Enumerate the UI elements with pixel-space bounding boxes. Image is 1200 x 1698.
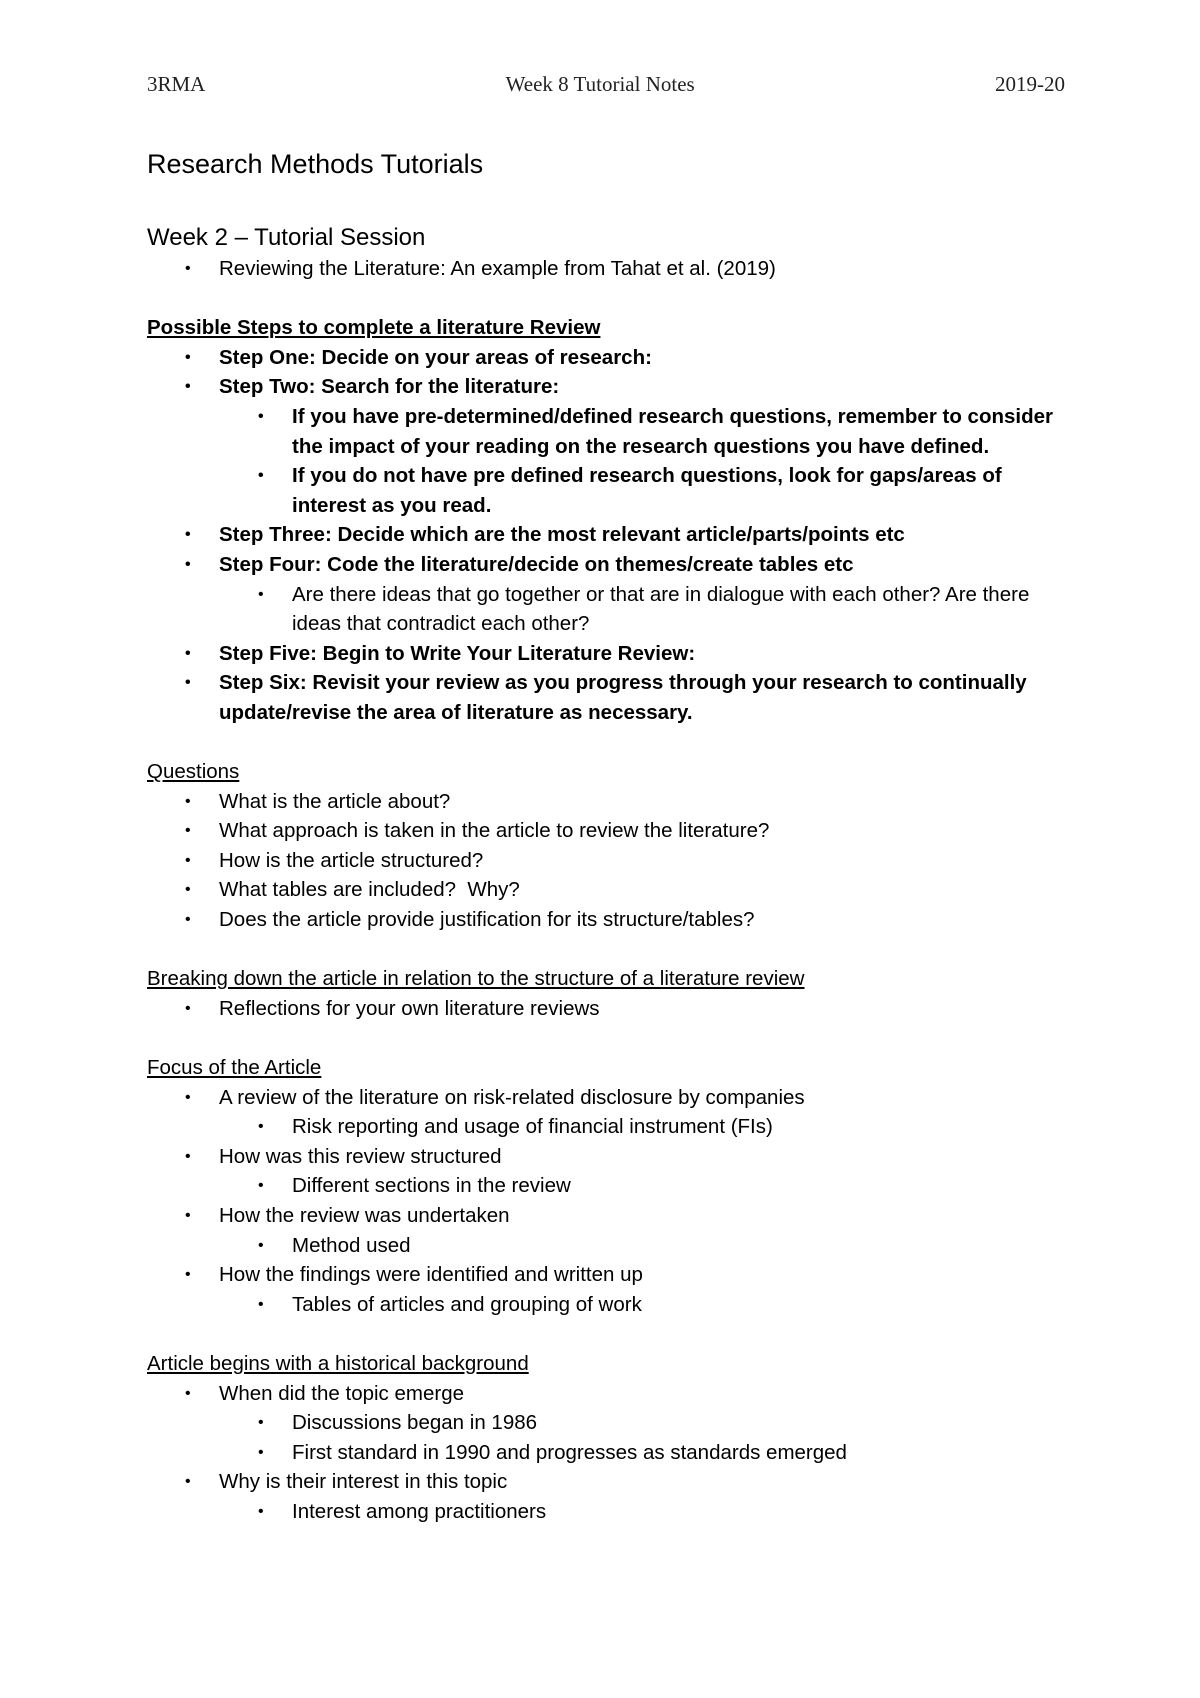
- bullet-icon: •: [185, 644, 191, 662]
- history-list: [147, 1379, 1067, 1527]
- sub-list-item: • Are there ideas that go together or that are in dialogue with each other? Are there ideas that contradict each other?: [147, 580, 1067, 639]
- bullet-icon: •: [258, 1502, 264, 1520]
- section-heading-steps: Possible Steps to complete a literature Review: [147, 316, 601, 340]
- section-heading-breaking-down: Breaking down the article in relation to the structure of a literature review: [147, 967, 805, 991]
- list-item: • What is the article about?: [147, 787, 1067, 817]
- week-heading: Week 2 – Tutorial Session: [147, 224, 426, 251]
- sub-list-item: • Risk reporting and usage of financial instrument (FIs): [147, 1112, 1067, 1142]
- list-item: • Step Five: Begin to Write Your Literature Review:: [147, 639, 1067, 669]
- sub-list-item: • Tables of articles and grouping of work: [147, 1290, 1067, 1320]
- bullet-icon: •: [185, 526, 191, 544]
- list-item: • Why is their interest in this topic: [147, 1467, 1067, 1497]
- bullet-icon: •: [185, 1473, 191, 1491]
- bullet-icon: •: [185, 674, 191, 692]
- list-item: • How the findings were identified and written up: [147, 1260, 1067, 1290]
- list-item: • How the review was undertaken: [147, 1201, 1067, 1231]
- bullet-icon: •: [185, 1266, 191, 1284]
- list-item: • Step Two: Search for the literature:: [147, 372, 1067, 402]
- list-item: • How is the article structured?: [147, 846, 1067, 876]
- bullet-icon: •: [258, 1177, 264, 1195]
- list-item: • Step Three: Decide which are the most relevant article/parts/points etc: [147, 520, 1067, 550]
- list-item: • Reflections for your own literature reviews: [147, 994, 1067, 1024]
- list-item: • Reviewing the Literature: An example from Tahat et al. (2019): [147, 254, 1067, 284]
- list-item: • How was this review structured: [147, 1142, 1067, 1172]
- list-item: • What tables are included? Why?: [147, 875, 1067, 905]
- document-body: [147, 146, 1067, 1527]
- section-heading-history: Article begins with a historical background: [147, 1351, 529, 1375]
- section-heading-questions: Questions: [147, 760, 240, 784]
- bullet-icon: •: [258, 1443, 264, 1461]
- bullet-icon: •: [258, 1295, 264, 1313]
- steps-list: [147, 343, 1067, 728]
- questions-list: [147, 787, 1067, 935]
- bullet-icon: •: [258, 407, 264, 425]
- sub-list-item: • If you do not have pre defined research questions, look for gaps/areas of interest as you read.: [147, 461, 1067, 520]
- list-item: • A review of the literature on risk-related disclosure by companies: [147, 1083, 1067, 1113]
- list-item: • Step One: Decide on your areas of research:: [147, 343, 1067, 373]
- bullet-icon: •: [185, 822, 191, 840]
- bullet-icon: •: [185, 348, 191, 366]
- sub-list-item: • Discussions began in 1986: [147, 1408, 1067, 1438]
- bullet-icon: •: [185, 1384, 191, 1402]
- bullet-icon: •: [185, 260, 191, 277]
- list-item: • When did the topic emerge: [147, 1379, 1067, 1409]
- sub-list-item: • Different sections in the review: [147, 1171, 1067, 1201]
- list-item: • Does the article provide justification for its structure/tables?: [147, 905, 1067, 935]
- page-header: [147, 72, 1065, 97]
- bullet-icon: •: [185, 792, 191, 810]
- bullet-icon: •: [185, 1207, 191, 1224]
- bullet-icon: •: [185, 378, 191, 396]
- breaking-list: [147, 994, 1067, 1024]
- sub-list-item: • First standard in 1990 and progresses as standards emerged: [147, 1438, 1067, 1468]
- sub-list-item: • Interest among practitioners: [147, 1497, 1067, 1527]
- header-course-code: 3RMA: [147, 72, 206, 96]
- list-item: • What approach is taken in the article to review the literature?: [147, 816, 1067, 846]
- bullet-icon: •: [258, 1236, 264, 1254]
- bullet-icon: •: [185, 999, 191, 1017]
- focus-list: [147, 1083, 1067, 1320]
- bullet-icon: •: [185, 555, 191, 573]
- header-year: 2019-20: [994, 72, 1065, 96]
- bullet-icon: •: [258, 585, 264, 603]
- section-heading-focus: Focus of the Article: [147, 1056, 322, 1080]
- bullet-icon: •: [258, 1118, 264, 1136]
- week-list: [147, 254, 1067, 284]
- bullet-icon: •: [185, 911, 191, 929]
- sub-list-item: • If you have pre-determined/defined research questions, remember to consider the impact of your reading on the research questions you have defined.: [147, 402, 1067, 461]
- bullet-icon: •: [258, 1414, 264, 1432]
- list-item: • Step Six: Revisit your review as you progress through your research to continually update/revise the area of literature as necessary.: [147, 668, 1067, 727]
- sub-list-item: • Method used: [147, 1231, 1067, 1261]
- bullet-icon: •: [185, 1147, 191, 1165]
- document-title: Research Methods Tutorials: [147, 149, 484, 179]
- header-title: Week 8 Tutorial Notes: [505, 72, 695, 96]
- bullet-icon: •: [185, 851, 191, 869]
- bullet-icon: •: [185, 1088, 191, 1106]
- list-item: • Step Four: Code the literature/decide on themes/create tables etc: [147, 550, 1067, 580]
- bullet-icon: •: [258, 467, 264, 485]
- bullet-icon: •: [185, 881, 191, 899]
